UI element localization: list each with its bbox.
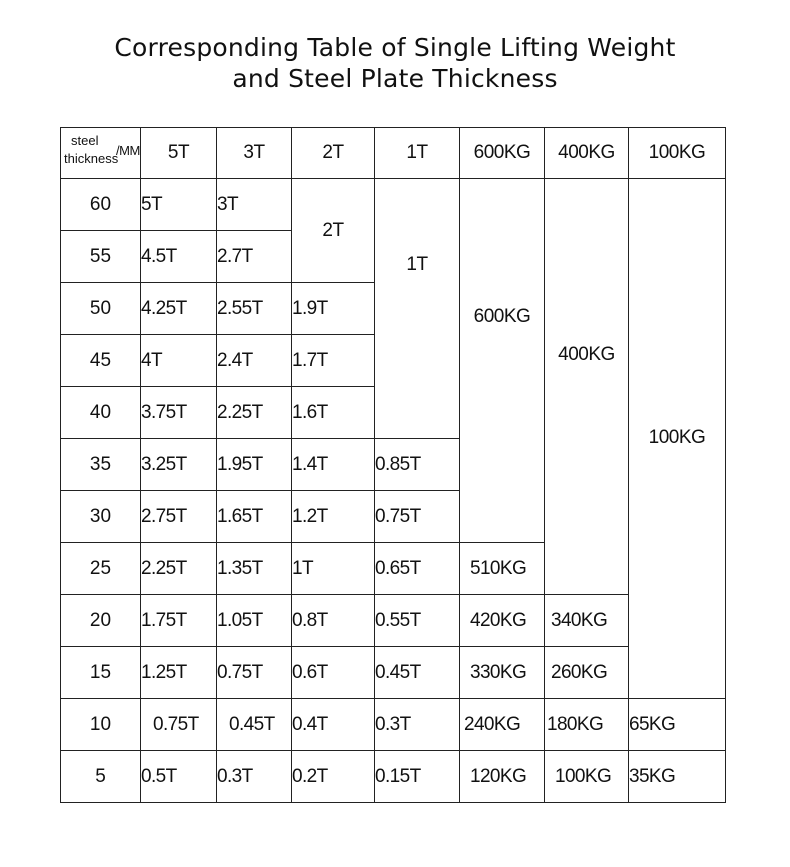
- cell-3t: 1.95T: [217, 439, 292, 491]
- table-row: [61, 595, 726, 647]
- cell-5t: 0.75T: [141, 699, 217, 751]
- merged-cell-1t: 1T: [375, 179, 460, 439]
- header-row: [61, 128, 726, 179]
- thickness-cell: 50: [61, 283, 141, 335]
- cell-2t: 1T: [292, 543, 375, 595]
- column-header-5t: 5T: [141, 128, 217, 179]
- cell-2t: 0.4T: [292, 699, 375, 751]
- cell-3t: 2.55T: [217, 283, 292, 335]
- table-title-line-2: and Steel Plate Thickness: [232, 64, 558, 93]
- merged-cell-400kg: 400KG: [545, 179, 629, 595]
- cell-100kg: 65KG: [629, 699, 726, 751]
- cell-600kg: 420KG: [460, 595, 545, 647]
- thickness-cell: 15: [61, 647, 141, 699]
- merged-cell-2t: 2T: [292, 179, 375, 283]
- corner-header-cell: [61, 128, 141, 179]
- table-row: [61, 647, 726, 699]
- cell-2t: 1.7T: [292, 335, 375, 387]
- corner-label-unit: /MM: [116, 143, 140, 158]
- cell-3t: 1.05T: [217, 595, 292, 647]
- cell-5t: 5T: [141, 179, 217, 231]
- cell-1t: 0.3T: [375, 699, 460, 751]
- cell-5t: 2.25T: [141, 543, 217, 595]
- cell-2t: 1.4T: [292, 439, 375, 491]
- cell-400kg: 260KG: [545, 647, 629, 699]
- cell-5t: 4T: [141, 335, 217, 387]
- cell-1t: 0.45T: [375, 647, 460, 699]
- cell-1t: 0.65T: [375, 543, 460, 595]
- cell-3t: 2.4T: [217, 335, 292, 387]
- cell-100kg: 35KG: [629, 751, 726, 803]
- cell-1t: 0.85T: [375, 439, 460, 491]
- cell-600kg: 120KG: [460, 751, 545, 803]
- thickness-cell: 20: [61, 595, 141, 647]
- cell-1t: 0.15T: [375, 751, 460, 803]
- thickness-cell: 55: [61, 231, 141, 283]
- cell-2t: 1.9T: [292, 283, 375, 335]
- column-header-1t: 1T: [375, 128, 460, 179]
- column-header-100kg: 100KG: [629, 128, 726, 179]
- thickness-cell: 40: [61, 387, 141, 439]
- thickness-cell: 25: [61, 543, 141, 595]
- cell-5t: 1.25T: [141, 647, 217, 699]
- cell-5t: 3.25T: [141, 439, 217, 491]
- column-header-600kg: 600KG: [460, 128, 545, 179]
- cell-400kg: 340KG: [545, 595, 629, 647]
- cell-5t: 0.5T: [141, 751, 217, 803]
- merged-cell-600kg: 600KG: [460, 179, 545, 543]
- corner-label-steel: steel: [71, 133, 99, 148]
- cell-3t: 3T: [217, 179, 292, 231]
- cell-2t: 0.2T: [292, 751, 375, 803]
- cell-1t: 0.75T: [375, 491, 460, 543]
- cell-2t: 0.8T: [292, 595, 375, 647]
- cell-600kg: 240KG: [460, 699, 545, 751]
- corner-label-thickness: thickness: [64, 151, 119, 166]
- cell-5t: 3.75T: [141, 387, 217, 439]
- table-row: [61, 751, 726, 803]
- cell-1t: 0.55T: [375, 595, 460, 647]
- cell-600kg: 330KG: [460, 647, 545, 699]
- thickness-cell: 30: [61, 491, 141, 543]
- cell-3t: 2.7T: [217, 231, 292, 283]
- cell-3t: 1.35T: [217, 543, 292, 595]
- cell-3t: 0.45T: [217, 699, 292, 751]
- cell-2t: 1.6T: [292, 387, 375, 439]
- table-row: [61, 699, 726, 751]
- table-row: [61, 179, 726, 231]
- column-header-3t: 3T: [217, 128, 292, 179]
- cell-5t: 4.5T: [141, 231, 217, 283]
- thickness-cell: 60: [61, 179, 141, 231]
- cell-3t: 0.75T: [217, 647, 292, 699]
- cell-400kg: 100KG: [545, 751, 629, 803]
- thickness-cell: 45: [61, 335, 141, 387]
- cell-3t: 2.25T: [217, 387, 292, 439]
- thickness-cell: 10: [61, 699, 141, 751]
- cell-2t: 0.6T: [292, 647, 375, 699]
- column-header-2t: 2T: [292, 128, 375, 179]
- cell-3t: 0.3T: [217, 751, 292, 803]
- cell-5t: 4.25T: [141, 283, 217, 335]
- thickness-cell: 5: [61, 751, 141, 803]
- table-title-line-1: Corresponding Table of Single Lifting Weight: [114, 33, 676, 62]
- cell-2t: 1.2T: [292, 491, 375, 543]
- column-header-400kg: 400KG: [545, 128, 629, 179]
- lifting-weight-table: [60, 127, 726, 803]
- thickness-cell: 35: [61, 439, 141, 491]
- cell-600kg: 510KG: [460, 543, 545, 595]
- cell-400kg: 180KG: [545, 699, 629, 751]
- cell-5t: 1.75T: [141, 595, 217, 647]
- cell-3t: 1.65T: [217, 491, 292, 543]
- merged-cell-100kg: 100KG: [629, 179, 726, 699]
- cell-5t: 2.75T: [141, 491, 217, 543]
